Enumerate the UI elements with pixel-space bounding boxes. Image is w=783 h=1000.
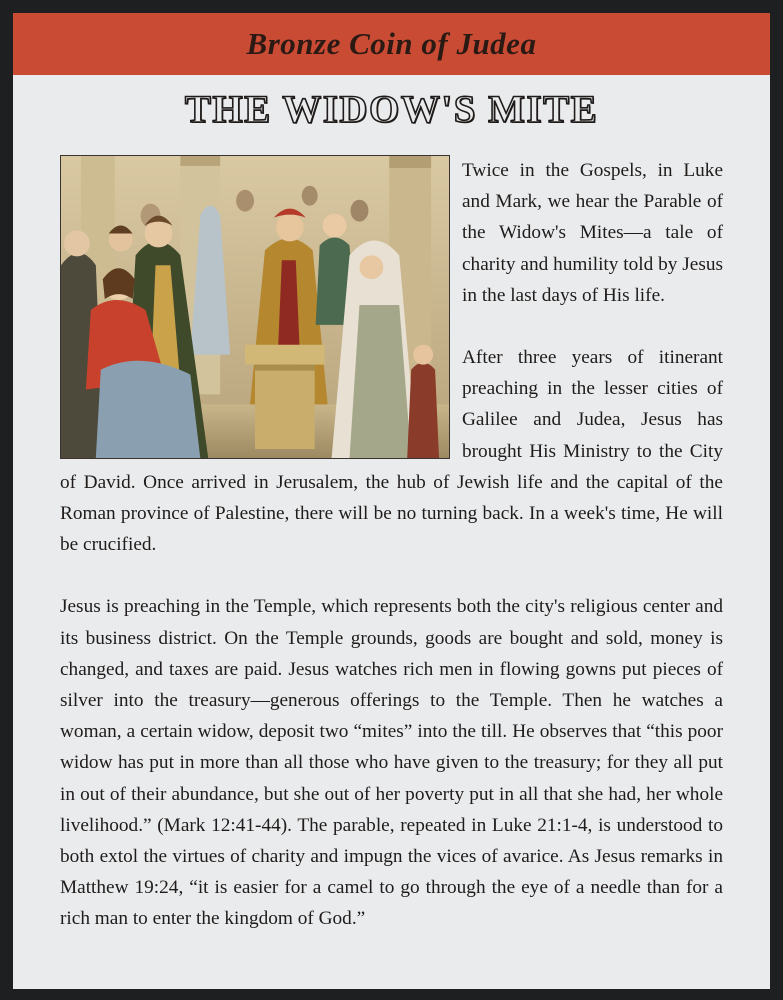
paragraph-intro: Twice in the Gospels, in Luke and Mark, we hear the Parable of the Widow's Mites—a tale of charity and humility told by Jesus in the last days of His life. (462, 160, 723, 306)
paragraph-temple: Jesus is preaching in the Temple, which represents both the city's religious center and its business district. On the Temple grounds, goods are bought and sold, money is changed, and taxes are paid. Jesus watches rich men in flowing gowns put pieces of silver into the treasury—generous offerings to the Temple. Then he watches a woman, a certain widow, deposit two “mites” into the till. He observes that “this poor widow has put in more than all those who have given to the treasury; for they all put in out of their abundance, but she out of her poverty put in all that she had, her whole livelihood.” (Mark 12:41-44). The parable, repeated in Luke 21:1-4, is understood to both extol the virtues of charity and impugn the vices of avarice. As Jesus remarks in Matthew 19:24, “it is easier for a camel to go through the eye of a needle than for a rich man to enter the kingdom of God.” (60, 596, 723, 930)
info-card (13, 13, 770, 989)
paragraph-jerusalem: After three years of itinerant preaching in the lesser cities of Galilee and Judea, Jesus has brought His Ministry to the City of David. Once arrived in Jerusalem, the hub of Jewish life and the capital of the Roman province of Palestine, there will be no turning back. In a week's time, He will be crucified. (60, 347, 723, 556)
banner-title: Bronze Coin of Judea (246, 26, 537, 61)
temple-scene-illustration (60, 155, 450, 459)
page-title: THE WIDOW'S MITE (184, 88, 599, 131)
article-body (60, 155, 723, 935)
header-banner (13, 13, 770, 75)
